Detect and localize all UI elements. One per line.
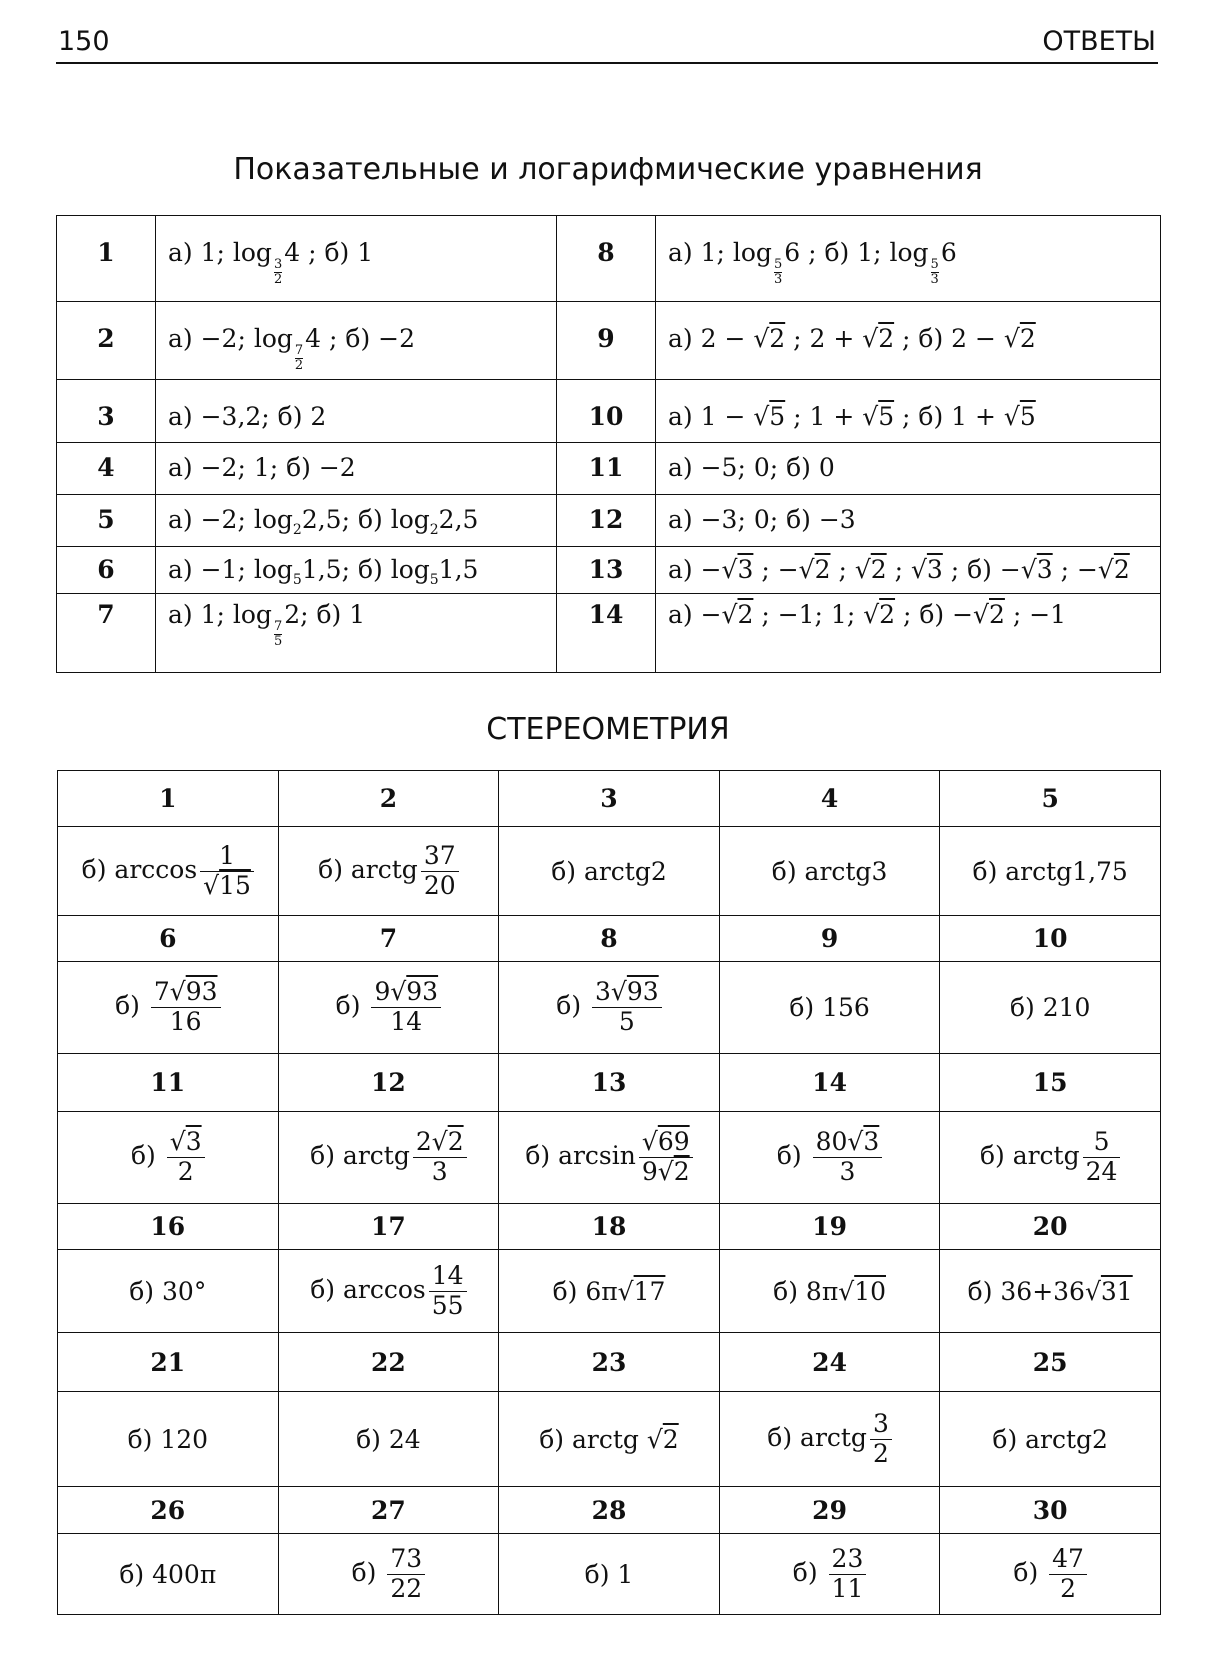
problem-number: 23 xyxy=(499,1333,720,1392)
answer-cell: а) −2; $\log_22,5$; б) $\log_22,5$ xyxy=(156,495,557,547)
answer-cell: б) $\frac{3√93}{5}$ xyxy=(499,962,720,1054)
table-row xyxy=(58,1487,1161,1534)
stereometry-answers-table xyxy=(57,770,1161,1615)
problem-number: 16 xyxy=(58,1204,279,1250)
table-row xyxy=(57,216,1161,302)
answer-cell: б) arctg3 xyxy=(719,827,940,916)
problem-number: 21 xyxy=(58,1333,279,1392)
answer-cell: а) −√3 ; −√2 ; √2 ; √3 ; б) −√3 ; −√2 xyxy=(656,547,1161,594)
problem-number: 24 xyxy=(719,1333,940,1392)
answer-cell: б) 8π√10 xyxy=(719,1250,940,1333)
problem-number: 1 xyxy=(58,771,279,827)
problem-number: 3 xyxy=(57,380,156,443)
section-title-stereometry: СТЕРЕОМЕТРИЯ xyxy=(486,712,730,747)
answer-cell: а) 1 − √5 ; 1 + √5 ; б) 1 + √5 xyxy=(656,380,1161,443)
table-row xyxy=(57,547,1161,594)
problem-number: 30 xyxy=(940,1487,1161,1534)
problem-number: 26 xyxy=(58,1487,279,1534)
answer-cell: б) $\frac{7√93}{16}$ xyxy=(58,962,279,1054)
problem-number: 9 xyxy=(557,302,656,380)
answer-cell: а) 1; log $\frac{5}{3}$ 6 ; б) 1; log $\frac{5}{3}$ 6 xyxy=(656,216,1161,302)
problem-number: 7 xyxy=(278,916,499,962)
answer-cell: б) 156 xyxy=(719,962,940,1054)
table-row xyxy=(58,771,1161,827)
page-header xyxy=(56,20,1158,64)
page-number: 150 xyxy=(58,26,110,57)
problem-number: 20 xyxy=(940,1204,1161,1250)
problem-number: 3 xyxy=(499,771,720,827)
answer-cell: а) 1; log $\frac{3}{2}$ 4 ; б) 1 xyxy=(156,216,557,302)
answer-cell: б) arctg2 xyxy=(940,1392,1161,1487)
answer-cell: а) 2 − √2 ; 2 + √2 ; б) 2 − √2 xyxy=(656,302,1161,380)
answer-cell: б) arcsin $\frac{√69}{9√2}$ xyxy=(499,1112,720,1204)
table-row xyxy=(57,495,1161,547)
answer-cell: б) 1 xyxy=(499,1534,720,1615)
problem-number: 28 xyxy=(499,1487,720,1534)
problem-number: 11 xyxy=(58,1054,279,1112)
problem-number: 8 xyxy=(499,916,720,962)
table-row xyxy=(58,962,1161,1054)
problem-number: 9 xyxy=(719,916,940,962)
table-row xyxy=(58,1054,1161,1112)
problem-number: 25 xyxy=(940,1333,1161,1392)
answer-cell: б) 30° xyxy=(58,1250,279,1333)
problem-number: 2 xyxy=(57,302,156,380)
answer-cell: б) 400π xyxy=(58,1534,279,1615)
equations-answers-table xyxy=(56,215,1161,673)
problem-number: 1 xyxy=(57,216,156,302)
table-row xyxy=(58,1333,1161,1392)
problem-number: 4 xyxy=(57,443,156,495)
problem-number: 13 xyxy=(557,547,656,594)
problem-number: 13 xyxy=(499,1054,720,1112)
problem-number: 17 xyxy=(278,1204,499,1250)
problem-number: 12 xyxy=(278,1054,499,1112)
answer-cell: б) 120 xyxy=(58,1392,279,1487)
problem-number: 14 xyxy=(719,1054,940,1112)
table-row xyxy=(57,302,1161,380)
problem-number: 5 xyxy=(940,771,1161,827)
section-name: ОТВЕТЫ xyxy=(1042,26,1156,57)
problem-number: 5 xyxy=(57,495,156,547)
answer-cell: б) 6π√17 xyxy=(499,1250,720,1333)
table-row xyxy=(57,443,1161,495)
table-row xyxy=(57,594,1161,673)
answer-cell: б) $\frac{47}{2}$ xyxy=(940,1534,1161,1615)
answer-cell: а) −2; 1; б) −2 xyxy=(156,443,557,495)
table-row xyxy=(58,1534,1161,1615)
answer-cell: а) −√2 ; −1; 1; √2 ; б) −√2 ; −1 xyxy=(656,594,1161,673)
table-row xyxy=(58,916,1161,962)
problem-number: 27 xyxy=(278,1487,499,1534)
problem-number: 14 xyxy=(557,594,656,673)
answer-cell: а) −2; log $\frac{7}{2}$ 4 ; б) −2 xyxy=(156,302,557,380)
answer-cell: б) $\frac{√3}{2}$ xyxy=(58,1112,279,1204)
problem-number: 10 xyxy=(940,916,1161,962)
problem-number: 4 xyxy=(719,771,940,827)
table-row xyxy=(58,1204,1161,1250)
answer-cell: б) $\frac{9√93}{14}$ xyxy=(278,962,499,1054)
table-row xyxy=(58,1392,1161,1487)
problem-number: 6 xyxy=(57,547,156,594)
problem-number: 12 xyxy=(557,495,656,547)
answer-cell: а) −3; 0; б) −3 xyxy=(656,495,1161,547)
table-row xyxy=(58,1250,1161,1333)
problem-number: 15 xyxy=(940,1054,1161,1112)
problem-number: 6 xyxy=(58,916,279,962)
answer-cell: б) 24 xyxy=(278,1392,499,1487)
problem-number: 7 xyxy=(57,594,156,673)
answer-cell: б) $\frac{23}{11}$ xyxy=(719,1534,940,1615)
problem-number: 8 xyxy=(557,216,656,302)
answer-cell: б) arctg $\frac{5}{24}$ xyxy=(940,1112,1161,1204)
answer-cell: б) arccos $\frac{1}{√15}$ xyxy=(58,827,279,916)
table-row xyxy=(58,827,1161,916)
problem-number: 22 xyxy=(278,1333,499,1392)
problem-number: 18 xyxy=(499,1204,720,1250)
answer-cell: б) 36+36√31 xyxy=(940,1250,1161,1333)
answer-cell: а) −3,2; б) 2 xyxy=(156,380,557,443)
section-title-equations: Показательные и логарифмические уравнения xyxy=(233,152,983,187)
problem-number: 19 xyxy=(719,1204,940,1250)
answer-cell: б) arctg $\frac{3}{2}$ xyxy=(719,1392,940,1487)
answer-cell: б) arctg √2 xyxy=(499,1392,720,1487)
answer-cell: б) arccos $\frac{14}{55}$ xyxy=(278,1250,499,1333)
table-row xyxy=(58,1112,1161,1204)
answer-cell: б) 210 xyxy=(940,962,1161,1054)
problem-number: 11 xyxy=(557,443,656,495)
answer-cell: а) −5; 0; б) 0 xyxy=(656,443,1161,495)
answer-cell: б) arctg1,75 xyxy=(940,827,1161,916)
answer-cell: а) −1; $\log_51,5$; б) $\log_51,5$ xyxy=(156,547,557,594)
answer-cell: б) $\frac{80√3}{3}$ xyxy=(719,1112,940,1204)
answer-cell: б) $\frac{73}{22}$ xyxy=(278,1534,499,1615)
problem-number: 10 xyxy=(557,380,656,443)
answer-cell: б) arctg $\frac{37}{20}$ xyxy=(278,827,499,916)
problem-number: 2 xyxy=(278,771,499,827)
answer-cell: б) arctg $\frac{2√2}{3}$ xyxy=(278,1112,499,1204)
table-row xyxy=(57,380,1161,443)
problem-number: 29 xyxy=(719,1487,940,1534)
answer-cell: а) 1; log $\frac{7}{5}$ 2; б) 1 xyxy=(156,594,557,673)
answer-cell: б) arctg2 xyxy=(499,827,720,916)
